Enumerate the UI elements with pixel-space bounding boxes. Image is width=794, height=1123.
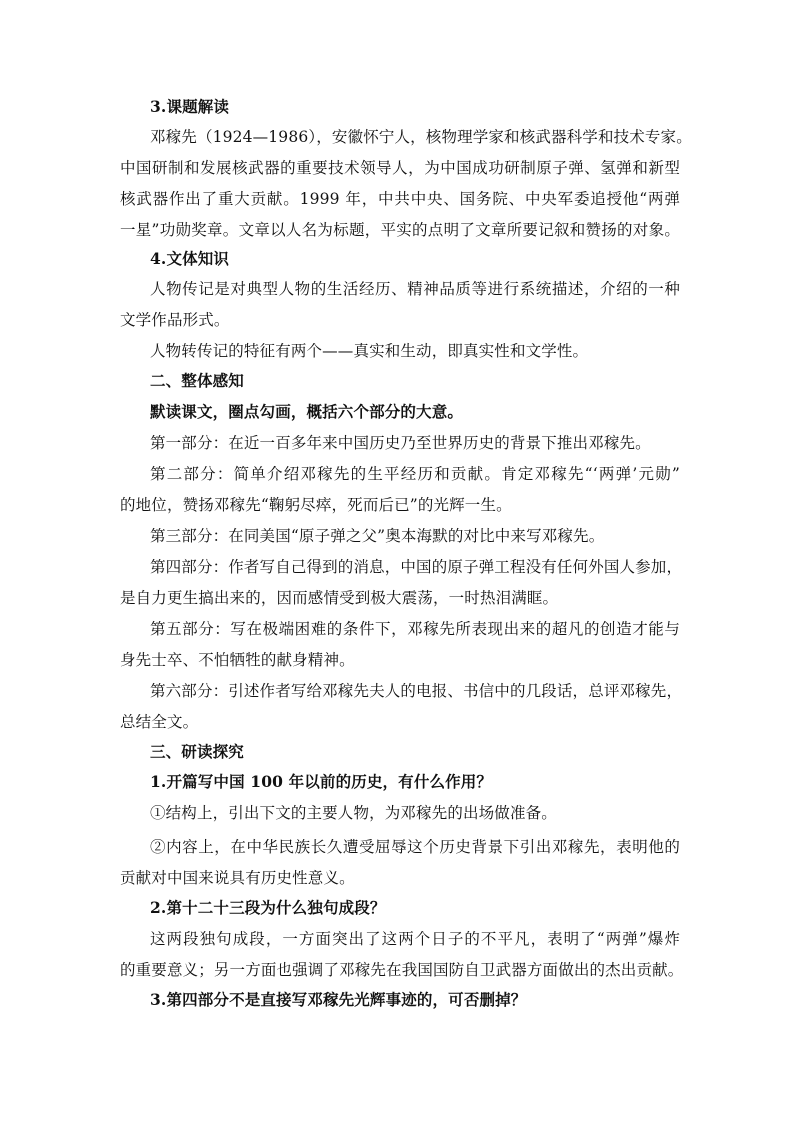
answer-line: 这两段独句成段，一方面突出了这两个日子的不平凡，表明了“两弹”爆炸 (150, 930, 680, 948)
paragraph-line: 第五部分：写在极端困难的条件下，邓稼先所表现出来的超凡的创造才能与 (150, 620, 680, 638)
task-instruction: 默读课文，圈点勾画，概括六个部分的大意。 (150, 402, 464, 421)
paragraph-line: 第二部分：简单介绍邓稼先的生平经历和贡献。肯定邓稼先“‘两弹’元勋” (150, 465, 680, 483)
paragraph-line: 第四部分：作者写自己得到的消息，中国的原子弹工程没有任何外国人参加， (150, 558, 683, 576)
question-heading: 2.第十二十三段为什么独句成段？ (150, 898, 386, 917)
paragraph-line: 人物转传记的特征有两个——真实和生动，即真实性和文学性。 (150, 342, 589, 360)
paragraph-line: 第六部分：引述作者写给邓稼先夫人的电报、书信中的几段话，总评邓稼先， (150, 682, 683, 700)
paragraph-line: 一星”功勋奖章。文章以人名为标题，平实的点明了文章所要记叙和赞扬的对象。 (120, 221, 680, 239)
question-heading: 1.开篇写中国 100 年以前的历史，有什么作用？ (150, 772, 493, 791)
section-heading-overall-perception: 二、整体感知 (150, 371, 244, 390)
answer-line: ①结构上，引出下文的主要人物，为邓稼先的出场做准备。 (150, 804, 557, 822)
question-heading: 3.第四部分不是直接写邓稼先光辉事迹的，可否删掉？ (150, 990, 527, 1009)
answer-line: 贡献对中国来说具有历史性意义。 (120, 869, 355, 887)
paragraph-line: 邓稼先（1924—1986），安徽怀宁人，核物理学家和核武器科学和技术专家。 (150, 128, 692, 146)
answer-line: ②内容上，在中华民族长久遭受屈辱这个历史背景下引出邓稼先，表明他的 (150, 838, 680, 856)
paragraph-line: 核武器作出了重大贡献。1999 年，中共中央、国务院、中央军委追授他“两弹 (120, 190, 680, 208)
section-heading-topic-interpretation: 3.课题解读 (150, 97, 230, 116)
paragraph-line: 身先士卒、不怕牺牲的献身精神。 (120, 651, 355, 669)
section-heading-genre-knowledge: 4.文体知识 (150, 249, 230, 268)
paragraph-line: 的地位，赞扬邓稼先“鞠躬尽瘁，死而后已”的光辉一生。 (120, 496, 512, 514)
section-heading-research-inquiry: 三、研读探究 (150, 742, 244, 761)
paragraph-line: 是自力更生搞出来的，因而感情受到极大震荡，一时热泪满眶。 (120, 589, 559, 607)
paragraph-line: 人物传记是对典型人物的生活经历、精神品质等进行系统描述，介绍的一种 (150, 280, 680, 298)
paragraph-line: 文学作品形式。 (120, 311, 230, 329)
paragraph-line: 第三部分：在同美国“原子弹之父”奥本海默的对比中来写邓稼先。 (150, 527, 605, 545)
paragraph-line: 中国研制和发展核武器的重要技术领导人，为中国成功研制原子弹、氢弹和新型 (120, 159, 680, 177)
answer-line: 的重要意义；另一方面也强调了邓稼先在我国国防自卫武器方面做出的杰出贡献。 (120, 961, 684, 979)
paragraph-line: 第一部分：在近一百多年来中国历史乃至世界历史的背景下推出邓稼先。 (150, 434, 651, 452)
paragraph-line: 总结全文。 (120, 713, 199, 731)
